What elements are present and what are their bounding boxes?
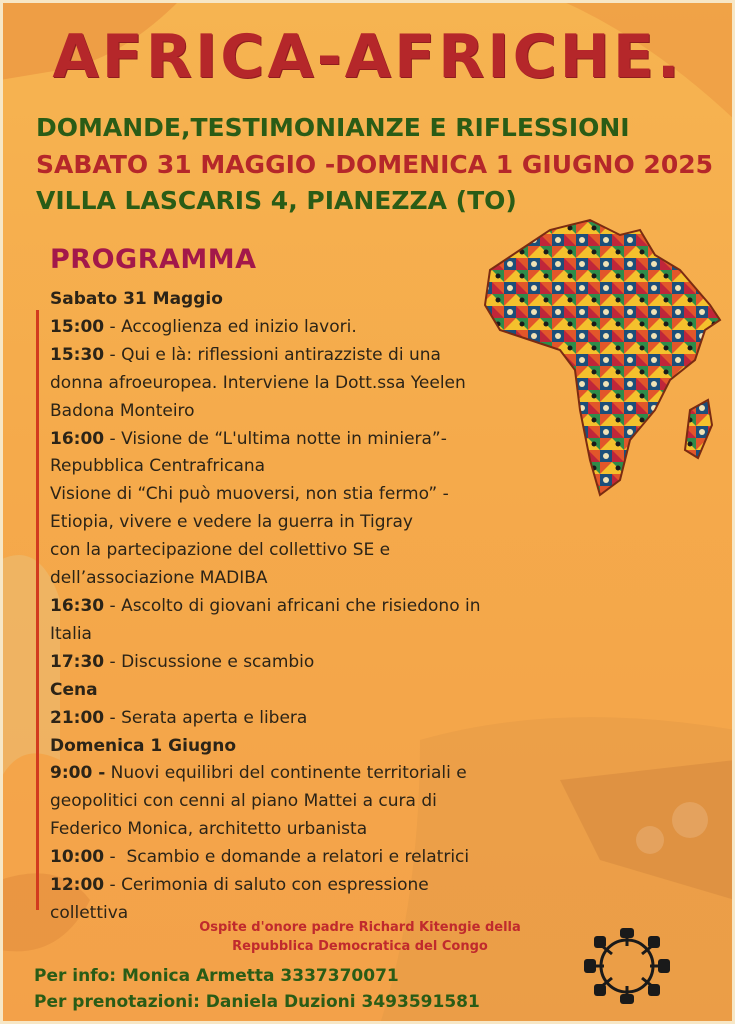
hands-circle-logo: [582, 926, 672, 1006]
program-description: - Serata aperta e libera: [104, 707, 308, 728]
program-continuation: Federico Monica, architetto urbanista: [50, 819, 368, 840]
program-continuation: Italia: [50, 623, 92, 644]
program-description: - Accoglienza ed inizio lavori.: [104, 316, 357, 337]
program-time: 16:00: [50, 428, 105, 449]
event-dates: SABATO 31 MAGGIO -DOMENICA 1 GIUGNO 2025: [36, 150, 714, 179]
program-heading: PROGRAMMA: [50, 244, 257, 275]
program-continuation: Repubblica Centrafricana: [50, 456, 266, 477]
program-day-heading: Domenica 1 Giugno: [50, 735, 237, 756]
program-time: 21:00: [50, 707, 105, 728]
timeline-bar: [36, 310, 39, 910]
program-item: [50, 760, 590, 788]
program-description: Nuovi equilibri del continente territoriali e: [105, 763, 467, 784]
program-item: [50, 426, 590, 454]
info-contact: Per info: Monica Armetta 3337370071: [34, 966, 399, 986]
program-item: [50, 314, 590, 342]
guest-of-honor: [150, 918, 570, 956]
program-time: 10:00: [50, 847, 105, 868]
poster-subtitle: DOMANDE,TESTIMONIANZE E RIFLESSIONI: [36, 113, 630, 142]
program-continuation: donna afroeuropea. Interviene la Dott.ssa Yeelen: [50, 372, 466, 393]
program-day-heading: Cena: [50, 679, 98, 700]
guest-line-1: Ospite d'onore padre Richard Kitengie della: [199, 920, 521, 935]
program-continuation: Visione di “Chi può muoversi, non stia fermo” -: [50, 484, 449, 505]
program-item: [50, 593, 590, 621]
program-description: - Cerimonia di saluto con espressione: [104, 875, 429, 896]
program-description: - Qui e là: riflessioni antirazziste di una: [104, 344, 441, 365]
event-venue: VILLA LASCARIS 4, PIANEZZA (TO): [36, 186, 517, 215]
program-description: - Visione de “L'ultima notte in miniera”-: [104, 428, 447, 449]
program-item: [50, 342, 590, 370]
program-continuation: geopolitici con cenni al piano Mattei a cura di: [50, 791, 437, 812]
program-time: 9:00 -: [50, 763, 106, 784]
program-list: [50, 286, 590, 928]
program-time: 16:30: [50, 595, 105, 616]
program-continuation: con la partecipazione del collettivo SE e: [50, 540, 391, 561]
program-time: 15:00: [50, 316, 105, 337]
program-time: 15:30: [50, 344, 105, 365]
booking-contact: Per prenotazioni: Daniela Duzioni 3493591581: [34, 992, 480, 1012]
program-continuation: collettiva: [50, 902, 129, 923]
program-continuation: dell’associazione MADIBA: [50, 568, 268, 589]
program-item: [50, 649, 590, 677]
program-day-heading: Sabato 31 Maggio: [50, 289, 223, 309]
program-continuation: Etiopia, vivere e vedere la guerra in Tigray: [50, 512, 413, 533]
program-time: 17:30: [50, 651, 105, 672]
program-time: 12:00: [50, 875, 105, 896]
program-item: [50, 844, 590, 872]
program-description: - Ascolto di giovani africani che risiedono in: [104, 595, 481, 616]
poster-title: AFRICA-AFRICHE.: [52, 22, 683, 92]
program-item: [50, 872, 590, 900]
program-description: - Scambio e domande a relatori e relatrici: [104, 847, 470, 868]
guest-line-2: Repubblica Democratica del Congo: [232, 939, 488, 954]
program-continuation: Badona Monteiro: [50, 400, 195, 421]
program-description: - Discussione e scambio: [104, 651, 315, 672]
program-item: [50, 705, 590, 733]
